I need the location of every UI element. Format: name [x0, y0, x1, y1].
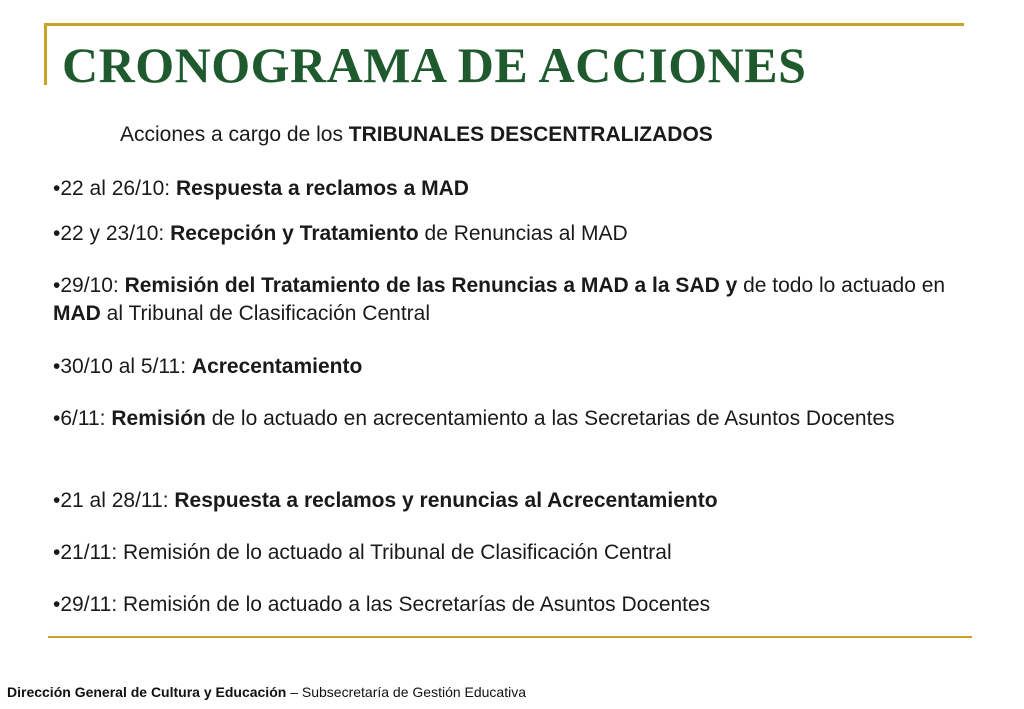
item-text-2: al Tribunal de Clasificación Central: [100, 302, 430, 325]
item-date: •6/11:: [53, 407, 112, 430]
item-text: Remisión de lo actuado a las Secretarías de Asuntos Docentes: [123, 593, 711, 616]
footer-bold: Dirección General de Cultura y Educación: [7, 684, 287, 700]
footer: [7, 684, 526, 700]
item-date: •30/10 al 5/11:: [53, 355, 192, 378]
left-border-line: [44, 23, 47, 85]
subtitle-prefix: Acciones a cargo de los: [120, 123, 349, 146]
bottom-border-line: [48, 636, 972, 638]
item-bold-2: MAD: [53, 302, 101, 325]
schedule-item: [53, 539, 973, 567]
schedule-item: [53, 591, 973, 619]
item-text: Remisión de lo actuado al Tribunal de Clasificación Central: [123, 541, 672, 564]
subtitle-bold: TRIBUNALES DESCENTRALIZADOS: [348, 123, 713, 146]
item-bold: Acrecentamiento: [191, 355, 363, 378]
schedule-item: [53, 220, 973, 248]
item-bold: Respuesta a reclamos y renuncias al Acrecentamiento: [174, 489, 718, 512]
item-date: •29/11:: [53, 593, 124, 616]
item-bold: Recepción y Tratamiento: [170, 222, 419, 245]
schedule-item: [53, 175, 973, 203]
item-date: •21/11:: [53, 541, 124, 564]
top-border-line: [44, 23, 964, 26]
item-date: •21 al 28/11:: [53, 489, 175, 512]
item-date: •22 y 23/10:: [53, 222, 171, 245]
schedule-item: [53, 405, 973, 433]
item-date: •22 al 26/10:: [53, 177, 176, 200]
item-bold: Respuesta a reclamos a MAD: [175, 177, 469, 200]
item-text: de lo actuado en acrecentamiento a las Secretarias de Asuntos Docentes: [205, 407, 895, 430]
item-text: de Renuncias al MAD: [418, 222, 628, 245]
schedule-item: [53, 487, 973, 515]
item-date: •29/10:: [53, 274, 125, 297]
item-bold: Remisión: [111, 407, 206, 430]
schedule-item: [53, 353, 973, 381]
page-title: CRONOGRAMA DE ACCIONES: [62, 37, 807, 93]
schedule-item: [53, 272, 973, 328]
subtitle: [120, 123, 713, 147]
item-bold: Remisión del Tratamiento de las Renuncias a MAD a la SAD y: [124, 274, 738, 297]
item-text: de todo lo actuado en: [737, 274, 946, 297]
footer-text: – Subsecretaría de Gestión Educativa: [286, 684, 527, 700]
